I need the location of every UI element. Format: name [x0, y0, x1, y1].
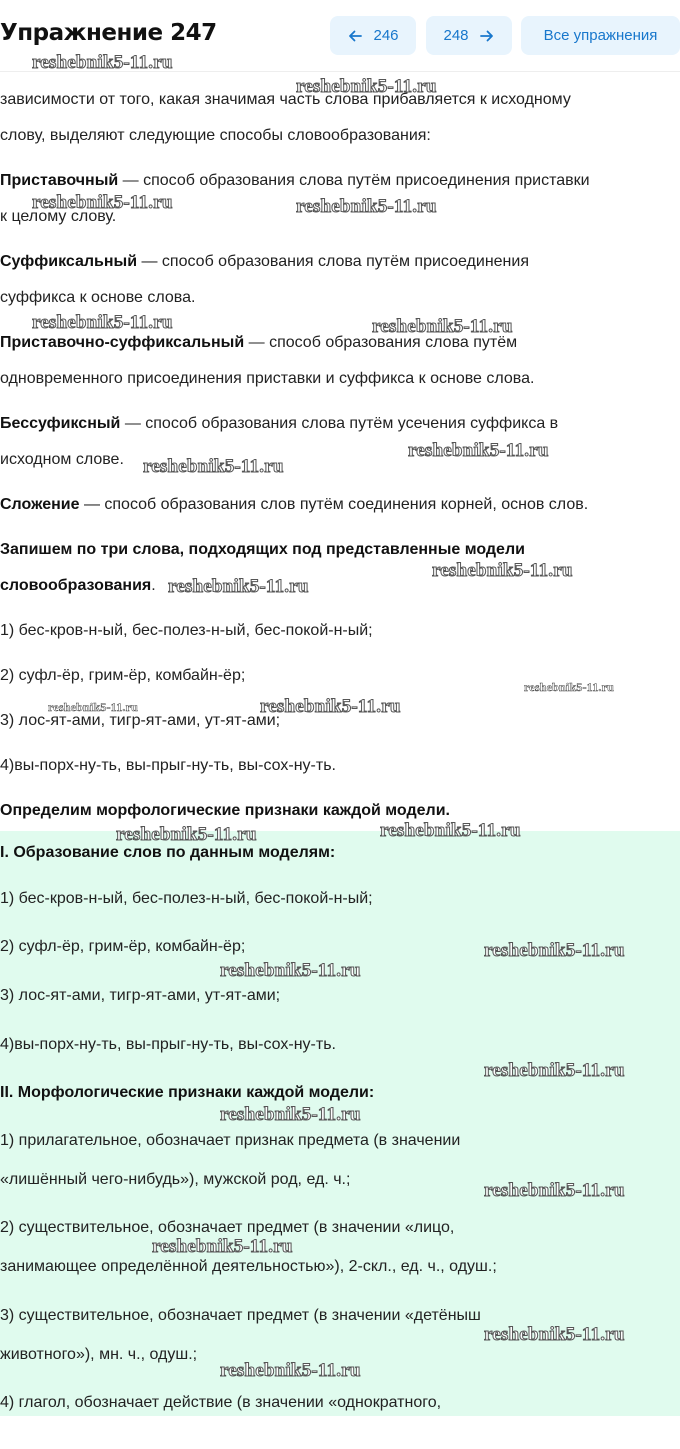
example-4: 4)вы-порх-ну-ть, вы-прыг-ну-ть, вы-сох-ну-ть.	[0, 757, 336, 774]
method-prefix-suffix-def: — способ образования слова путём	[244, 334, 518, 351]
watermark: reshebnik5-11.ru	[432, 560, 573, 581]
task-line-2-end: .	[151, 577, 156, 594]
watermark: reshebnik5-11.ru	[143, 456, 284, 477]
method-suffix	[0, 252, 529, 272]
watermark: reshebnik5-11.ru	[296, 196, 437, 217]
morph-3-line-1: 3) существительное, обозначает предмет (в значении «детёныш	[0, 1307, 481, 1324]
method-suffix-cont: суффикса к основе слова.	[0, 289, 196, 306]
morph-2-line-2: занимающее определённой деятельностью»), 2-скл., ед. ч., одуш.;	[0, 1258, 497, 1275]
answer-heading-1: I. Образование слов по данным моделям:	[0, 844, 336, 861]
answer-item-2: 2) суфл-ёр, грим-ёр, комбайн-ёр;	[0, 938, 246, 955]
morph-4-line-1: 4) глагол, обозначает действие (в значении «однократного,	[0, 1394, 442, 1411]
example-2: 2) суфл-ёр, грим-ёр, комбайн-ёр;	[0, 667, 246, 684]
answer-item-4: 4)вы-порх-ну-ть, вы-прыг-ну-ть, вы-сох-ну-ть.	[0, 1036, 336, 1053]
arrow-right-icon	[479, 28, 495, 44]
morph-1-line-2: «лишённый чего-нибудь»), мужской род, ед. ч.;	[0, 1171, 351, 1188]
task-line-2	[0, 576, 156, 596]
watermark: reshebnik5-11.ru	[260, 696, 401, 717]
watermark: reshebnik5-11.ru	[524, 680, 614, 694]
method-compound-term: Сложение	[0, 496, 80, 513]
method-prefix-suffix-cont: одновременного присоединения приставки и суффикса к основе слова.	[0, 370, 535, 387]
method-prefix-cont: к целому слову.	[0, 208, 117, 225]
watermark: reshebnik5-11.ru	[220, 960, 361, 981]
morph-3-line-2: животного»), мн. ч., одуш.;	[0, 1346, 198, 1363]
method-suffix-def: — способ образования слова путём присоединения	[137, 253, 529, 270]
watermark: reshebnik5-11.ru	[484, 1324, 625, 1345]
method-suffix-term: Суффиксальный	[0, 253, 138, 270]
method-compound-def: — способ образования слов путём соединения корней, основ слов.	[79, 496, 589, 513]
watermark: reshebnik5-11.ru	[32, 312, 173, 333]
watermark: reshebnik5-11.ru	[32, 52, 173, 73]
watermark: reshebnik5-11.ru	[380, 820, 521, 841]
morph-2-line-1: 2) существительное, обозначает предмет (в значении «лицо,	[0, 1219, 455, 1236]
prev-exercise-label: 246	[373, 27, 399, 44]
page-title: Упражнение 247	[0, 20, 217, 46]
answer-heading-2: II. Морфологические признаки каждой модели:	[0, 1084, 375, 1101]
watermark: reshebnik5-11.ru	[372, 316, 513, 337]
method-prefix-term: Приставочный	[0, 172, 119, 189]
morph-1-line-1: 1) прилагательное, обозначает признак предмета (в значении	[0, 1132, 461, 1149]
example-1: 1) бес-кров-н-ый, бес-полез-н-ый, бес-покой-н-ый;	[0, 622, 373, 639]
method-nonsuffix-term: Бессуфиксный	[0, 415, 121, 432]
watermark: reshebnik5-11.ru	[32, 192, 173, 213]
watermark: reshebnik5-11.ru	[484, 940, 625, 961]
watermark: reshebnik5-11.ru	[484, 1180, 625, 1201]
prev-exercise-button[interactable]	[330, 16, 416, 55]
task-line-1: Запишем по три слова, подходящих под представленные модели	[0, 541, 525, 558]
watermark: reshebnik5-11.ru	[48, 700, 138, 714]
method-prefix	[0, 171, 590, 191]
watermark: reshebnik5-11.ru	[296, 76, 437, 97]
answer-item-3: 3) лос-ят-ами, тигр-ят-ами, ут-ят-ами;	[0, 987, 281, 1004]
all-exercises-label: Все упражнения	[543, 27, 658, 44]
morph-heading: Определим морфологические признаки каждой модели.	[0, 802, 450, 819]
watermark: reshebnik5-11.ru	[220, 1104, 361, 1125]
intro-line-2: слову, выделяют следующие способы словообразования:	[0, 127, 431, 144]
method-prefix-def: — способ образования слова путём присоединения приставки	[118, 172, 590, 189]
watermark: reshebnik5-11.ru	[116, 824, 257, 845]
method-prefix-suffix-term: Приставочно-суффиксальный	[0, 334, 245, 351]
next-exercise-button[interactable]	[426, 16, 512, 55]
method-nonsuffix-cont: исходном слове.	[0, 451, 124, 468]
method-compound	[0, 495, 588, 515]
intro-line-1: зависимости от того, какая значимая часть слова прибавляется к исходному	[0, 91, 571, 108]
arrow-left-icon	[347, 28, 363, 44]
example-3: 3) лос-ят-ами, тигр-ят-ами, ут-ят-ами;	[0, 712, 281, 729]
watermark: reshebnik5-11.ru	[484, 1060, 625, 1081]
watermark: reshebnik5-11.ru	[152, 1236, 293, 1257]
method-nonsuffix	[0, 414, 558, 434]
watermark: reshebnik5-11.ru	[168, 576, 309, 597]
watermark: reshebnik5-11.ru	[408, 440, 549, 461]
all-exercises-button[interactable]	[521, 16, 680, 55]
next-exercise-label: 248	[443, 27, 469, 44]
answer-item-1: 1) бес-кров-н-ый, бес-полез-н-ый, бес-покой-н-ый;	[0, 890, 373, 907]
watermark: reshebnik5-11.ru	[220, 1360, 361, 1381]
method-nonsuffix-def: — способ образования слова путём усечения суффикса в	[120, 415, 559, 432]
task-line-2-text: словообразования	[0, 577, 152, 594]
